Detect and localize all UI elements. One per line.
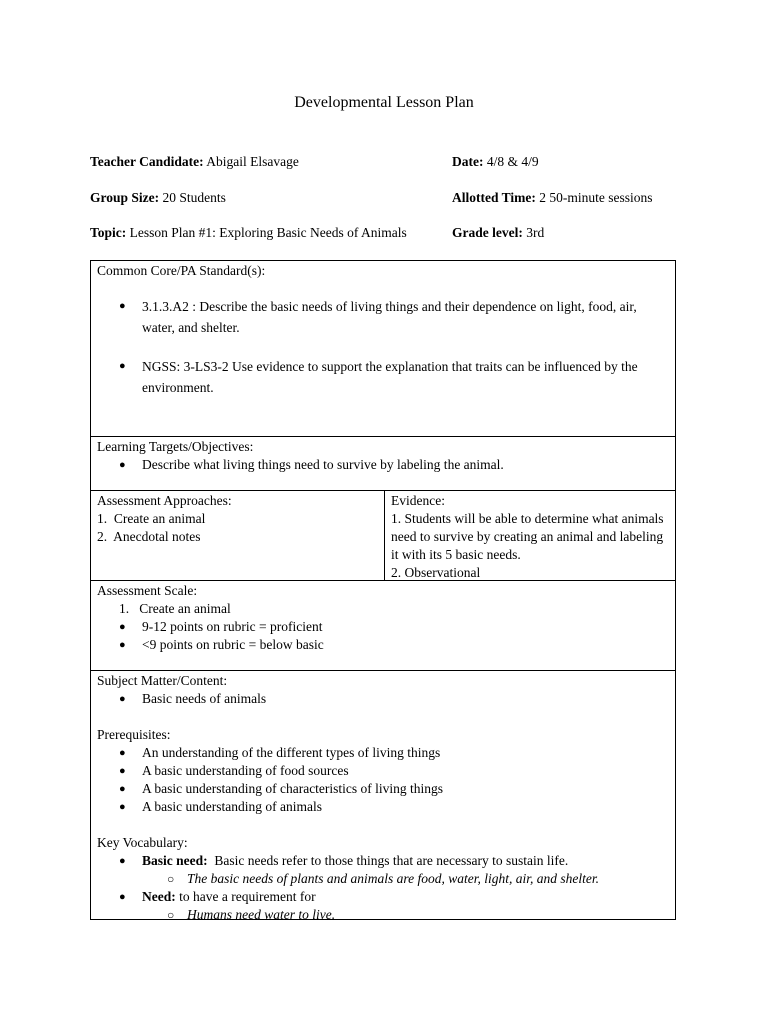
prereq-item: ● A basic understanding of characteristics of living things xyxy=(97,780,669,798)
evidence-item: 1. Students will be able to determine what animals need to survive by creating an animal and labeling it with its 5 basic needs. xyxy=(391,511,664,562)
teacher-value: Abigail Elsavage xyxy=(203,154,299,169)
standards-section xyxy=(90,260,676,436)
objectives-section xyxy=(90,436,676,490)
prereq-item: ● An understanding of the different types of living things xyxy=(97,744,669,762)
topic-value: Lesson Plan #1: Exploring Basic Needs of Animals xyxy=(126,225,407,240)
subject-section xyxy=(90,670,676,920)
group-label: Group Size: xyxy=(90,190,160,205)
approach-item: 1. Create an animal xyxy=(97,511,206,526)
date-label: Date: xyxy=(452,154,484,169)
scale-numbered-item: 1. Create an animal xyxy=(119,601,231,616)
standard-item: ● 3.1.3.A2 : Describe the basic needs of living things and their dependence on light, food, air, water, and shelter. xyxy=(97,296,669,338)
standard-item: ● NGSS: 3-LS3-2 Use evidence to support the explanation that traits can be influenced by the environment. xyxy=(97,356,669,398)
grade-label: Grade level: xyxy=(452,225,523,240)
page-title: Developmental Lesson Plan xyxy=(294,94,474,111)
time-label: Allotted Time: xyxy=(452,190,536,205)
vocab-example: ○ Humans need water to live. xyxy=(97,906,669,924)
prereq-heading: Prerequisites: xyxy=(97,727,171,742)
assessment-evidence xyxy=(385,491,675,580)
evidence-heading: Evidence: xyxy=(391,493,445,508)
assessment-section xyxy=(90,490,676,580)
topic-label: Topic: xyxy=(90,225,127,240)
approach-item: 2. Anecdotal notes xyxy=(97,529,201,544)
prereq-item: ● A basic understanding of animals xyxy=(97,798,669,816)
evidence-item: 2. Observational xyxy=(391,565,481,580)
scale-item: ● <9 points on rubric = below basic xyxy=(97,636,669,654)
group-size xyxy=(90,190,226,206)
date-value: 4/8 & 4/9 xyxy=(483,154,539,169)
prereq-item: ● A basic understanding of food sources xyxy=(97,762,669,780)
vocab-example: ○ The basic needs of plants and animals are food, water, light, air, and shelter. xyxy=(97,870,669,888)
assessment-approaches xyxy=(91,491,385,580)
date xyxy=(452,154,539,170)
objective-item: ● Describe what living things need to survive by labeling the animal. xyxy=(97,456,669,474)
group-value: 20 Students xyxy=(159,190,226,205)
teacher-label: Teacher Candidate: xyxy=(90,154,204,169)
vocab-heading: Key Vocabulary: xyxy=(97,835,188,850)
objectives-heading: Learning Targets/Objectives: xyxy=(97,439,254,454)
vocab-item xyxy=(97,852,669,870)
standards-heading: Common Core/PA Standard(s): xyxy=(97,263,266,278)
vocab-item xyxy=(97,888,669,906)
grade-value: 3rd xyxy=(522,225,545,240)
vocab-definition: to have a requirement for xyxy=(175,889,316,904)
vocab-term: Need: xyxy=(142,889,176,904)
scale-item: ● 9-12 points on rubric = proficient xyxy=(97,618,669,636)
topic xyxy=(90,225,407,241)
scale-heading: Assessment Scale: xyxy=(97,583,198,598)
allotted-time xyxy=(452,190,653,206)
vocab-term: Basic need: xyxy=(142,853,208,868)
approaches-heading: Assessment Approaches: xyxy=(97,493,232,508)
vocab-definition: Basic needs refer to those things that are necessary to sustain life. xyxy=(207,853,569,868)
teacher-candidate xyxy=(90,154,299,170)
time-value: 2 50-minute sessions xyxy=(535,190,653,205)
subject-item: ● Basic needs of animals xyxy=(97,690,669,708)
grade-level xyxy=(452,225,544,241)
subject-heading: Subject Matter/Content: xyxy=(97,673,228,688)
scale-section xyxy=(90,580,676,670)
